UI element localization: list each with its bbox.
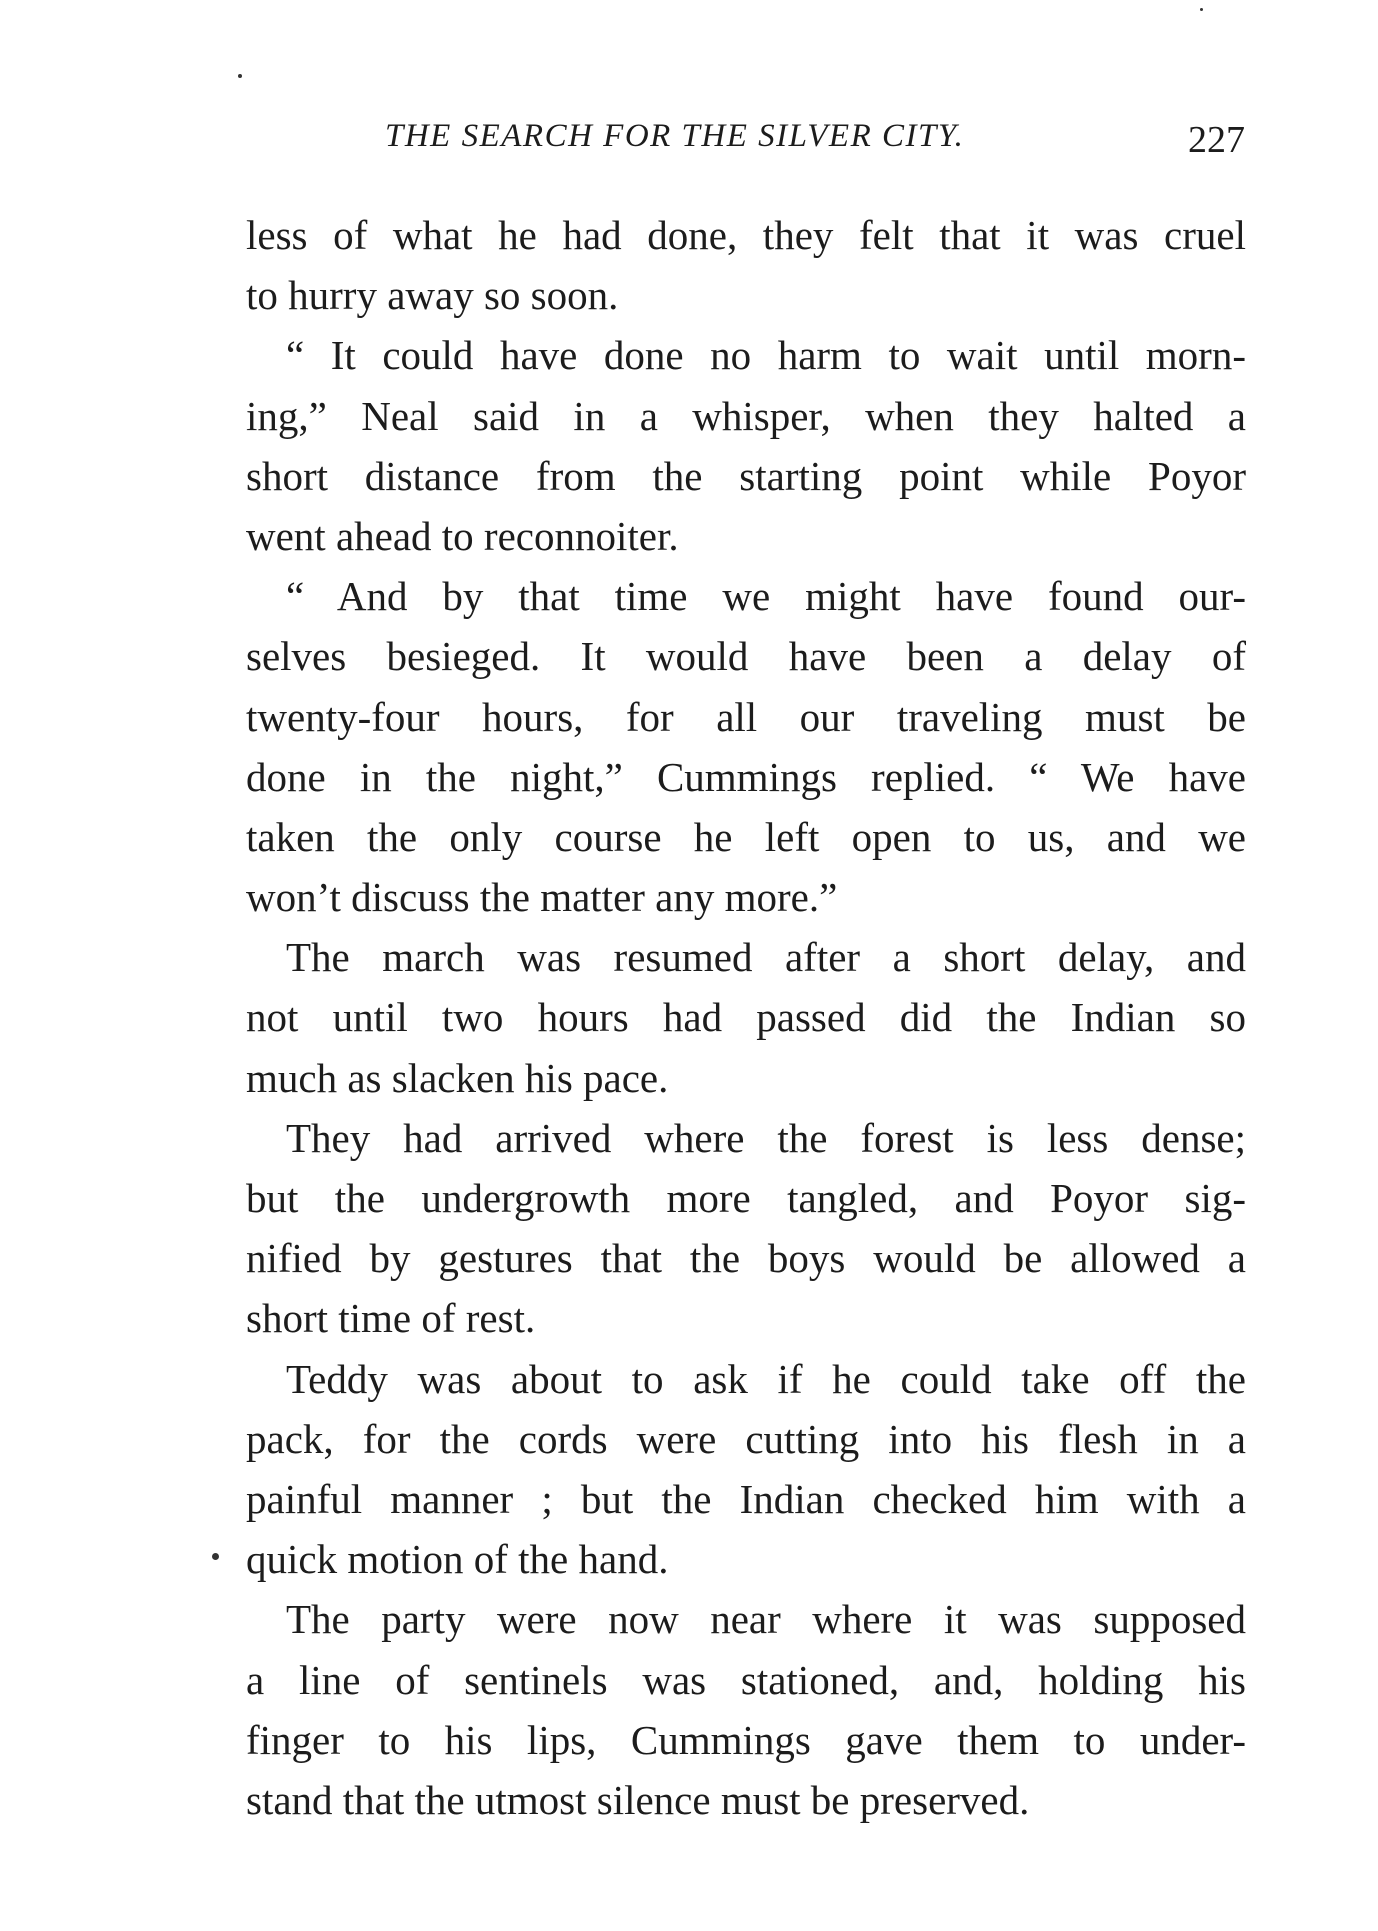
- text-line: much as slacken his pace.: [246, 1054, 669, 1101]
- text-line: but the undergrowth more tangled, and Poyor sig-: [246, 1175, 1246, 1221]
- text-line: short distance from the starting point while Poyor: [246, 452, 1246, 499]
- text-line: Teddy was about to ask if he could take off the: [286, 1355, 1246, 1402]
- text-line: not until two hours had passed did the Indian so: [246, 994, 1246, 1041]
- running-title: THE SEARCH FOR THE SILVER CITY.: [385, 118, 965, 154]
- running-header: [385, 118, 1245, 168]
- text-line: The party were now near where it was supposed: [286, 1596, 1246, 1643]
- text-line: finger to his lips, Cummings gave them to under-: [246, 1716, 1246, 1763]
- text-line: to hurry away so soon.: [246, 272, 619, 319]
- text-line: quick motion of the hand.: [246, 1536, 669, 1583]
- page-number: 227: [1188, 119, 1245, 161]
- text-line: won’t discuss the matter any more.”: [246, 874, 838, 921]
- text-line: “ And by that time we might have found our-: [286, 573, 1246, 620]
- text-line: ing,” Neal said in a whisper, when they halted a: [246, 392, 1246, 439]
- text-line: taken the only course he left open to us, and we: [246, 813, 1246, 860]
- print-speck: [212, 1553, 219, 1560]
- text-line: twenty-four hours, for all our traveling must be: [246, 693, 1246, 740]
- text-line: They had arrived where the forest is less dense;: [286, 1114, 1246, 1161]
- text-line: a line of sentinels was stationed, and, holding his: [246, 1656, 1246, 1703]
- text-line: The march was resumed after a short delay, and: [286, 934, 1246, 981]
- text-line: painful manner ; but the Indian checked him with a: [246, 1475, 1246, 1522]
- text-line: short time of rest.: [246, 1295, 536, 1342]
- print-speck: [1200, 8, 1203, 11]
- body-text: [246, 205, 1246, 1830]
- text-line: stand that the utmost silence must be preserved.: [246, 1776, 1030, 1823]
- text-line: done in the night,” Cummings replied. “ We have: [246, 753, 1246, 800]
- text-line: less of what he had done, they felt that it was cruel: [246, 212, 1246, 258]
- text-line: “ It could have done no harm to wait until morn-: [286, 332, 1246, 379]
- text-line: went ahead to reconnoiter.: [246, 512, 679, 559]
- print-speck: [238, 74, 242, 78]
- text-line: pack, for the cords were cutting into his flesh in a: [246, 1415, 1246, 1462]
- text-line: selves besieged. It would have been a delay of: [246, 633, 1246, 680]
- text-line: nified by gestures that the boys would be allowed a: [246, 1235, 1246, 1282]
